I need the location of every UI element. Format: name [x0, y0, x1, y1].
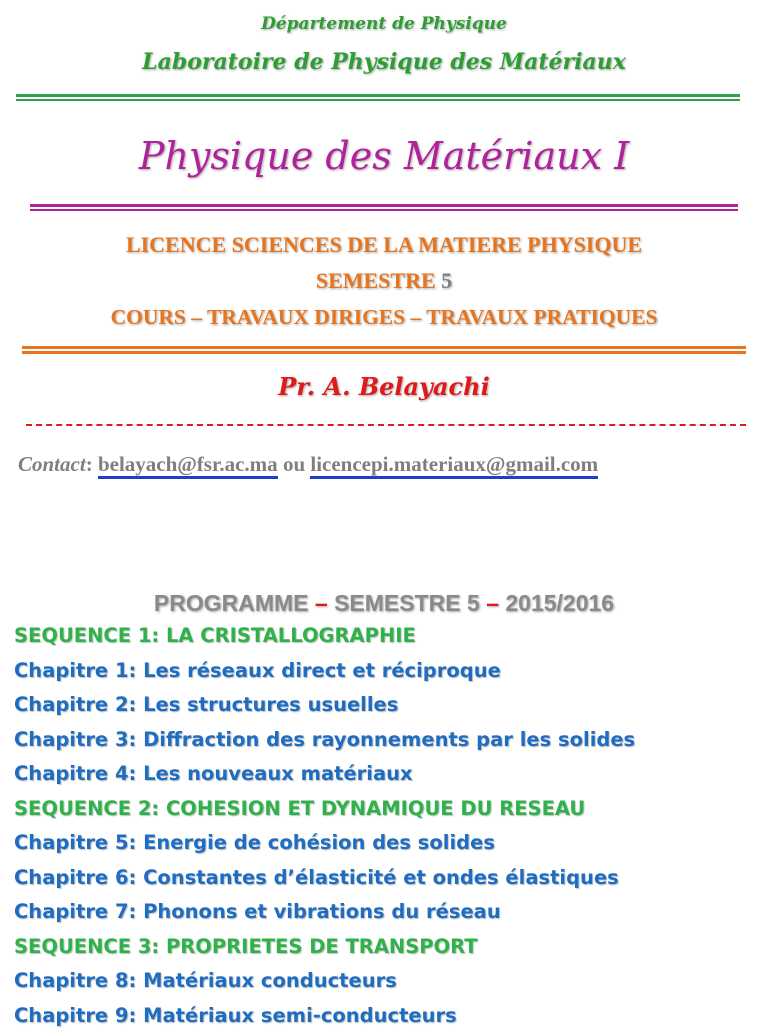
sequence-item: SEQUENCE 1: LA CRISTALLOGRAPHIE — [14, 622, 635, 657]
semestre-label: SEMESTRE — [316, 268, 436, 293]
contact-or: ou — [283, 452, 305, 476]
email-link-2[interactable]: licencepi.materiaux@gmail.com — [310, 452, 598, 479]
sequence-item: SEQUENCE 2: COHESION ET DYNAMIQUE DU RESEAU — [14, 795, 635, 830]
chapter-item: Chapitre 8: Matériaux conducteurs — [14, 967, 635, 1002]
page-title: Physique des Matériaux I — [0, 134, 768, 178]
programme-heading — [0, 590, 768, 617]
green-divider — [16, 94, 740, 101]
chapter-item: Chapitre 7: Phonons et vibrations du réseau — [14, 898, 635, 933]
chapter-item: Chapitre 5: Energie de cohésion des solides — [14, 829, 635, 864]
magenta-divider — [30, 204, 738, 211]
department-heading: Département de Physique — [0, 14, 768, 34]
contact-label: Contact — [18, 452, 86, 476]
programme-year: 2015/2016 — [505, 590, 614, 616]
programme-semester: SEMESTRE 5 — [334, 590, 480, 616]
licence-line: LICENCE SCIENCES DE LA MATIERE PHYSIQUE — [0, 232, 768, 258]
semestre-number: 5 — [441, 268, 452, 293]
programme-label: PROGRAMME — [154, 590, 309, 616]
dashed-divider — [26, 424, 746, 426]
programme-dash-2: – — [486, 590, 499, 616]
chapter-item: Chapitre 4: Les nouveaux matériaux — [14, 760, 635, 795]
chapter-item: Chapitre 2: Les structures usuelles — [14, 691, 635, 726]
chapter-item: Chapitre 3: Diffraction des rayonnements par les solides — [14, 726, 635, 761]
sequence-item: SEQUENCE 3: PROPRIETES DE TRANSPORT — [14, 933, 635, 968]
chapter-item: Chapitre 9: Matériaux semi-conducteurs — [14, 1002, 635, 1036]
programme-dash-1: – — [315, 590, 328, 616]
chapter-item: Chapitre 1: Les réseaux direct et réciproque — [14, 657, 635, 692]
contact-line: Contact: belayach@fsr.ac.ma ou licencepi.materiaux@gmail.com — [18, 452, 598, 477]
chapter-item: Chapitre 6: Constantes d’élasticité et ondes élastiques — [14, 864, 635, 899]
laboratory-heading: Laboratoire de Physique des Matériaux — [0, 49, 768, 75]
email-link-1[interactable]: belayach@fsr.ac.ma — [98, 452, 278, 479]
semestre-line — [0, 268, 768, 294]
professor-name: Pr. A. Belayachi — [0, 372, 768, 401]
cours-line: COURS – TRAVAUX DIRIGES – TRAVAUX PRATIQUES — [0, 305, 768, 330]
orange-divider — [22, 346, 746, 354]
programme-list — [14, 622, 635, 1036]
